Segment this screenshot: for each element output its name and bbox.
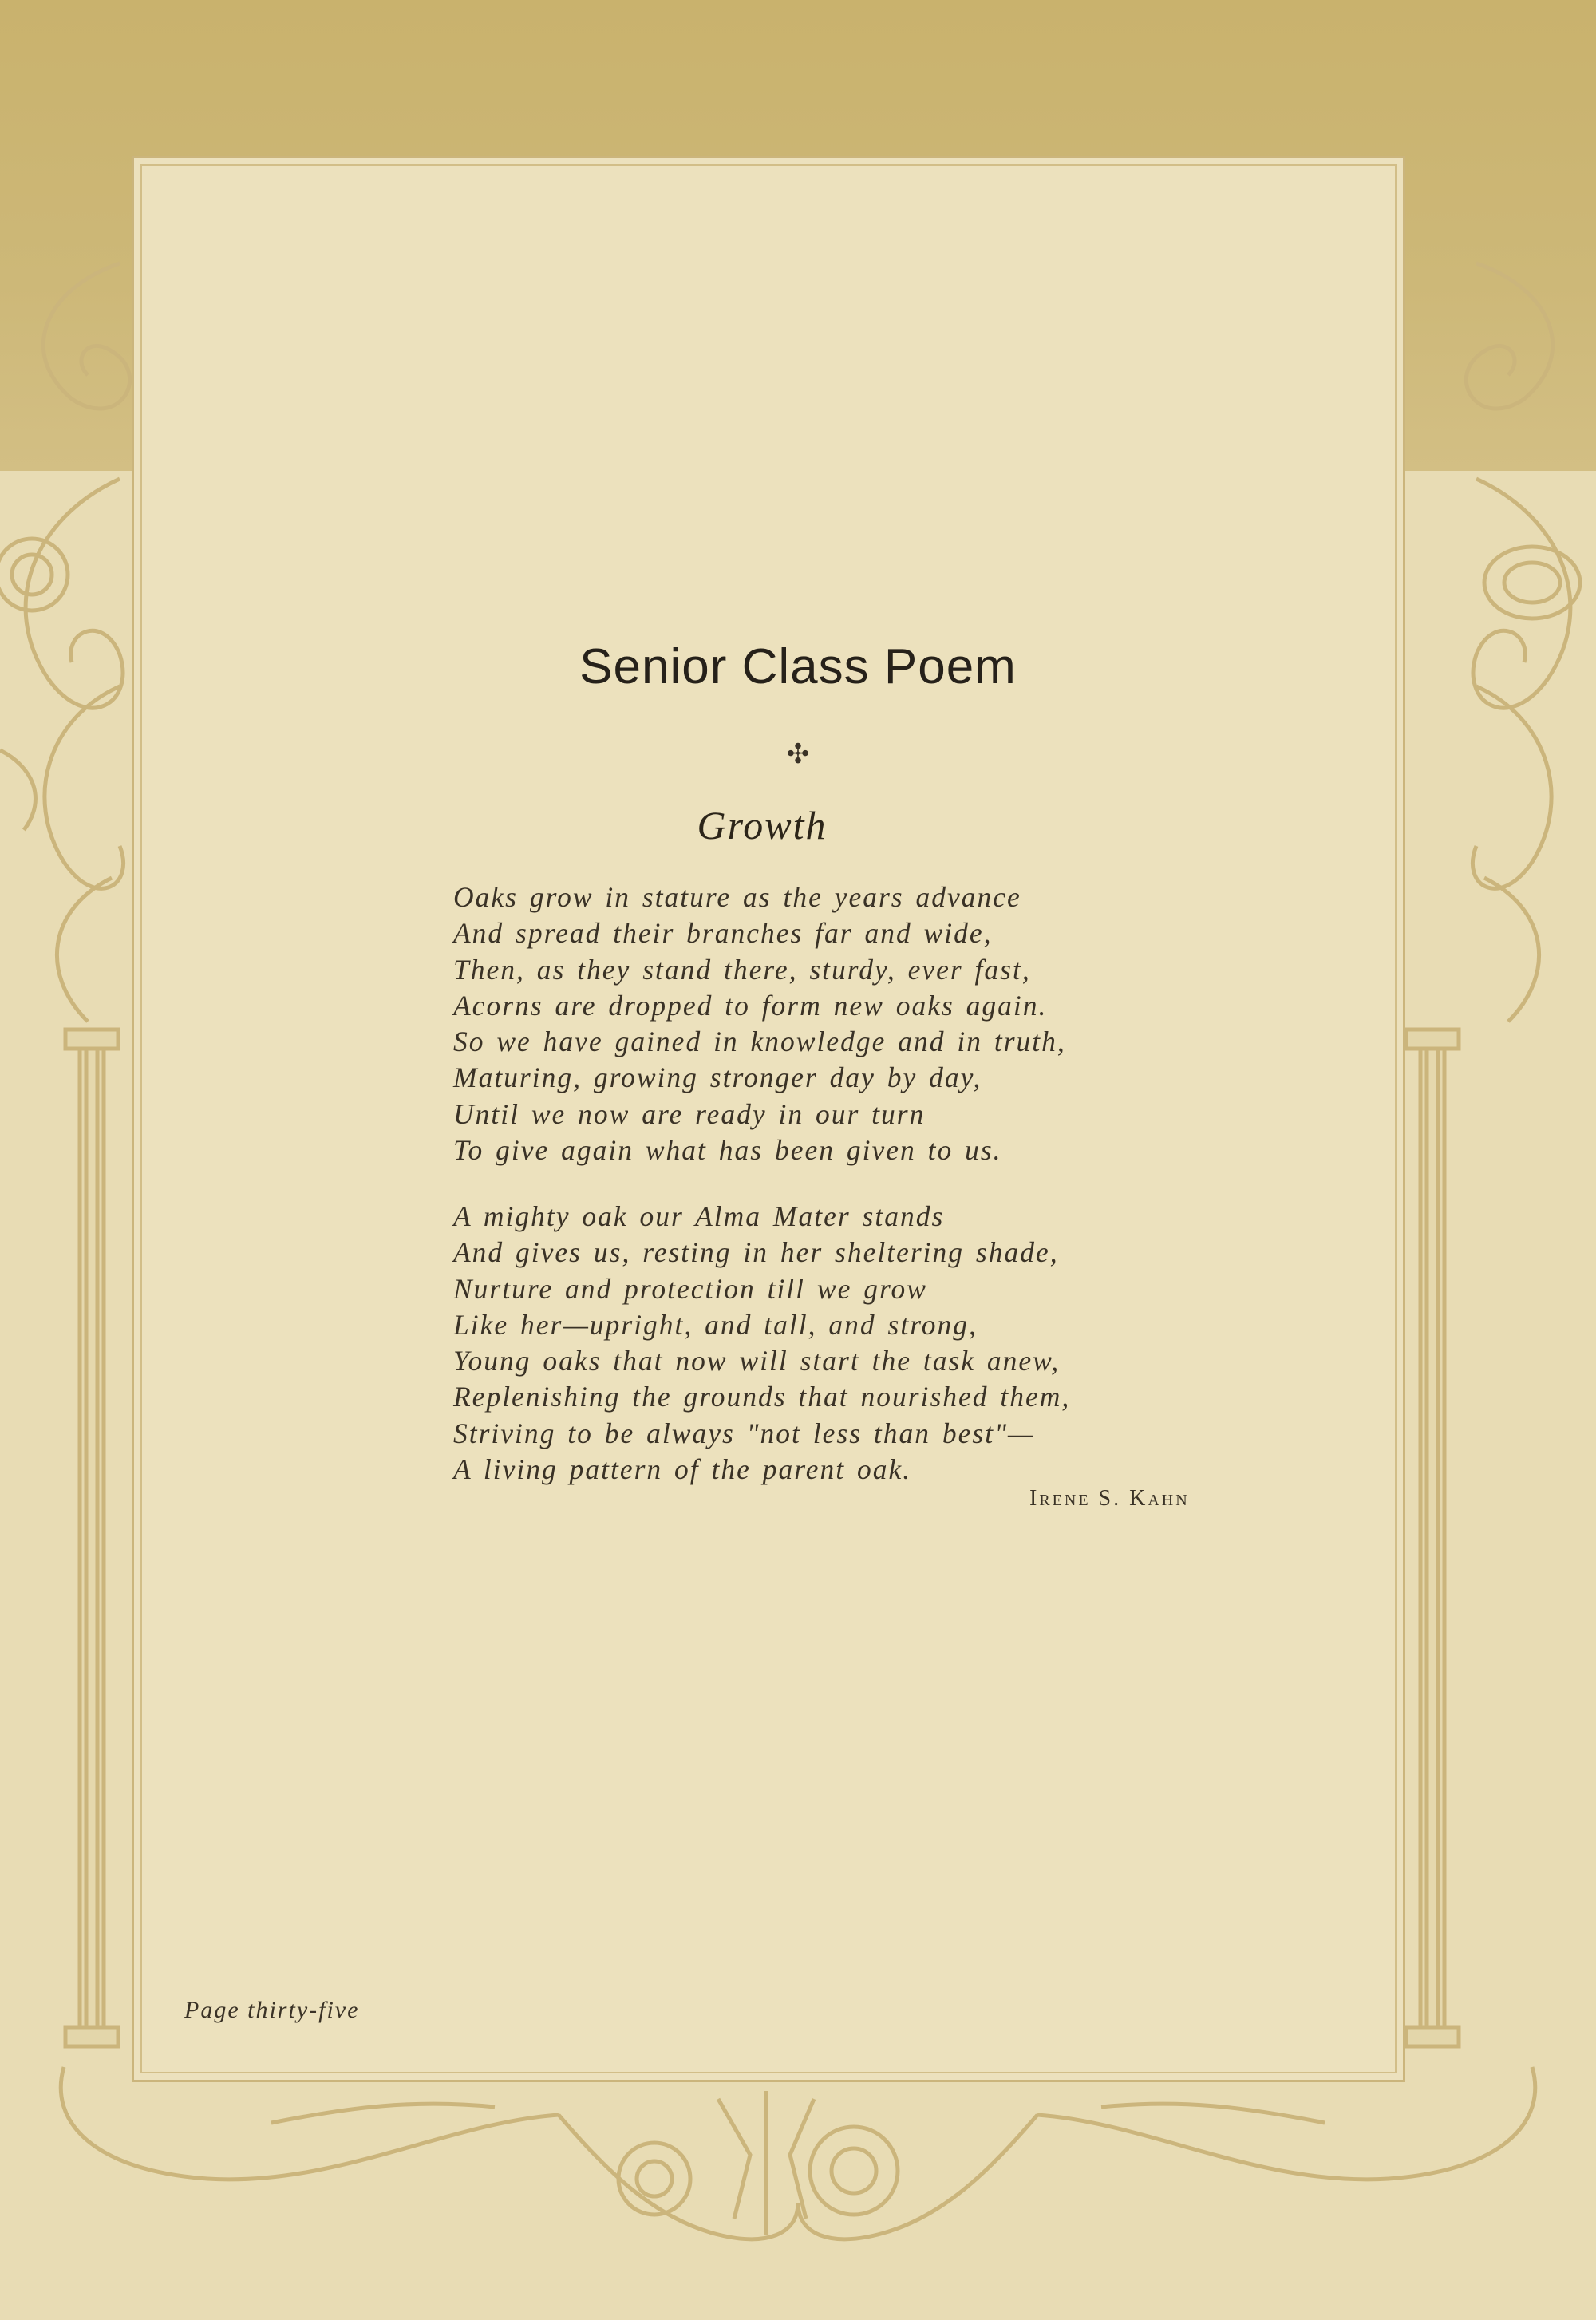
- poem-title: Growth: [697, 803, 828, 848]
- page-title: Senior Class Poem: [579, 639, 1017, 694]
- poem-line: Oaks grow in stature as the years advance: [453, 881, 1021, 913]
- poem-line: Nurture and protection till we grow: [453, 1272, 927, 1305]
- poem-line: So we have gained in knowledge and in truth,: [453, 1026, 1066, 1058]
- poem-line: Striving to be always "not less than best"—: [453, 1417, 1035, 1449]
- poem-line: To give again what has been given to us.: [453, 1134, 1002, 1167]
- poem-line: Replenishing the grounds that nourished them,: [453, 1381, 1071, 1413]
- stanza-2: [453, 1199, 1251, 1488]
- poem-line: Maturing, growing stronger day by day,: [453, 1061, 982, 1094]
- poem-line: Until we now are ready in our turn: [453, 1097, 926, 1130]
- poem-line: Young oaks that now will start the task anew,: [453, 1345, 1061, 1377]
- poem-line: Acorns are dropped to form new oaks again.: [453, 989, 1048, 1022]
- author-signature: Irene S. Kahn: [1029, 1486, 1190, 1511]
- fleuron-ornament: ✣: [786, 740, 810, 769]
- poem-line: Then, as they stand there, sturdy, ever fast,: [453, 953, 1031, 986]
- stanza-1: [453, 879, 1251, 1168]
- poem-line: A living pattern of the parent oak.: [453, 1453, 912, 1486]
- poem-line: And spread their branches far and wide,: [453, 917, 993, 950]
- page-number: Page thirty-five: [184, 1997, 360, 2023]
- poem-line: And gives us, resting in her sheltering shade,: [453, 1236, 1059, 1269]
- poem-line: Like her—upright, and tall, and strong,: [453, 1308, 978, 1341]
- poem-line: A mighty oak our Alma Mater stands: [453, 1200, 945, 1232]
